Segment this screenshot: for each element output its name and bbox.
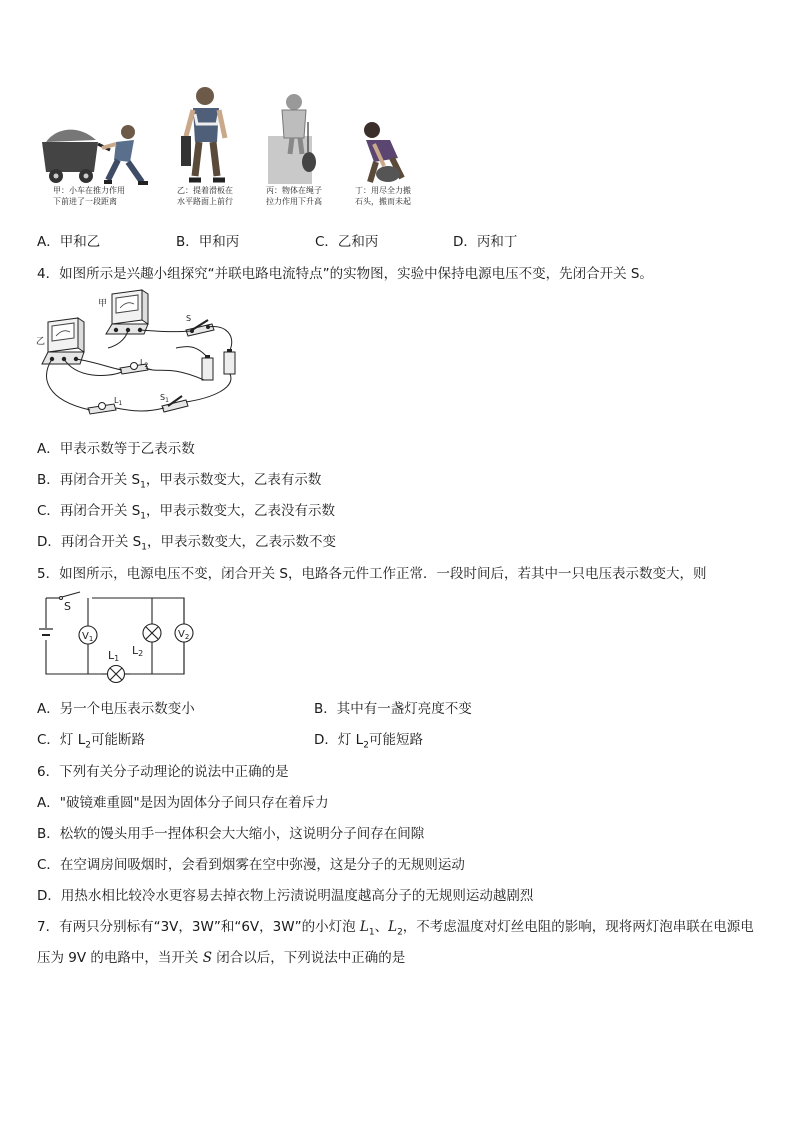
lamp-l1 <box>88 403 116 415</box>
q5-option-b: B．其中有一盏灯亮度不变 <box>314 701 472 717</box>
label-l1: L1 <box>108 649 120 663</box>
q3-option-c: C．乙和丙 <box>315 234 379 250</box>
label-s: S <box>186 314 192 323</box>
switch-s-symbol <box>60 592 81 600</box>
q4-option-c: C．再闭合开关 $S_1$，甲表示数变大，乙表没有示数 <box>37 503 336 522</box>
battery-symbol <box>39 629 53 635</box>
q6-option-d: D．用热水相比较冷水更容易去掉衣物上污渍说明温度越高分子的无规则运动越剧烈 <box>37 888 534 904</box>
svg-text:V2: $V_2$ <box>178 629 190 641</box>
q5-option-a: A．另一个电压表示数变小 <box>37 701 195 717</box>
caption-bing: 丙：物体在绳子 拉力作用下升高 <box>266 186 322 206</box>
label-l2: L2 <box>132 644 144 658</box>
q5-stem: 5．如图所示，电源电压不变，闭合开关 S，电路各元件工作正常．一段时间后，若其中一只电压表示数变大，则 <box>37 566 707 582</box>
figure-yi-walking <box>175 84 239 188</box>
q6-option-c: C．在空调房间吸烟时，会看到烟雾在空中弥漫，这是分子的无规则运动 <box>37 857 465 873</box>
label-s: S <box>64 600 71 613</box>
label-yi: 乙 <box>36 337 46 347</box>
label-l2: $L_2$ <box>140 358 149 369</box>
q4-circuit-figure <box>36 288 258 422</box>
label-s1: $S_1$ <box>160 393 169 404</box>
q4-option-d: D．再闭合开关 $S_1$，甲表示数变大，乙表示数不变 <box>37 534 336 553</box>
q5-circuit-diagram <box>36 590 198 688</box>
q5-option-d: D．灯 $L_2$可能短路 <box>314 732 423 751</box>
voltmeter-v1 <box>79 626 97 644</box>
label-jia: 甲 <box>98 299 108 309</box>
q3-option-a: A．甲和乙 <box>37 234 101 250</box>
label-l1: $L_1$ <box>114 396 123 407</box>
figure-bing-rope-lift <box>264 92 326 188</box>
q6-stem: 6．下列有关分子动理论的说法中正确的是 <box>37 764 289 780</box>
caption-jia: 甲：小车在推力作用 下前进了一段距离 <box>53 186 125 206</box>
q6-option-a: A．"破镜难重圆"是因为固体分子间只存在着斥力 <box>37 795 329 811</box>
q4-option-b: B．再闭合开关 $S_1$，甲表示数变大，乙表有示数 <box>37 472 322 491</box>
svg-text:V1: $V_1$ <box>82 631 94 643</box>
q6-option-b: B．松软的馒头用手一捏体积会大大缩小，这说明分子间存在间隙 <box>37 826 425 842</box>
q4-stem: 4．如图所示是兴趣小组探究“并联电路电流特点”的实物图，实验中保持电源电压不变，先闭合开关 S。 <box>37 266 653 282</box>
q7-stem-line2: 压为 9V 的电路中，当开关 S 闭合以后，下列说法中正确的是 <box>37 950 406 966</box>
figure-jia-cart-push <box>38 110 158 186</box>
q7-stem-line1: 7．有两只分别标有“3V，3W”和“6V，3W”的小灯泡 $L_1$、$L_2$，不考虑温度对灯丝电阻的影响，现将两灯泡串联在电源电 <box>37 919 754 938</box>
q3-option-b: B．甲和丙 <box>176 234 240 250</box>
lamp-l1-symbol <box>108 666 125 683</box>
q3-option-d: D．丙和丁 <box>453 234 518 250</box>
figure-ding-stone <box>350 118 420 188</box>
q4-option-a: A．甲表示数等于乙表示数 <box>37 441 195 457</box>
voltmeter-v2 <box>175 624 193 642</box>
lamp-l2-symbol <box>143 624 161 642</box>
ammeter-jia <box>106 290 148 334</box>
caption-ding: 丁：用尽全力搬 石头，搬而未起 <box>355 186 411 206</box>
q5-option-c: C．灯 $L_2$可能断路 <box>37 732 145 751</box>
caption-yi: 乙：提着滑板在 水平路面上前行 <box>177 186 233 206</box>
ammeter-yi <box>42 318 84 364</box>
